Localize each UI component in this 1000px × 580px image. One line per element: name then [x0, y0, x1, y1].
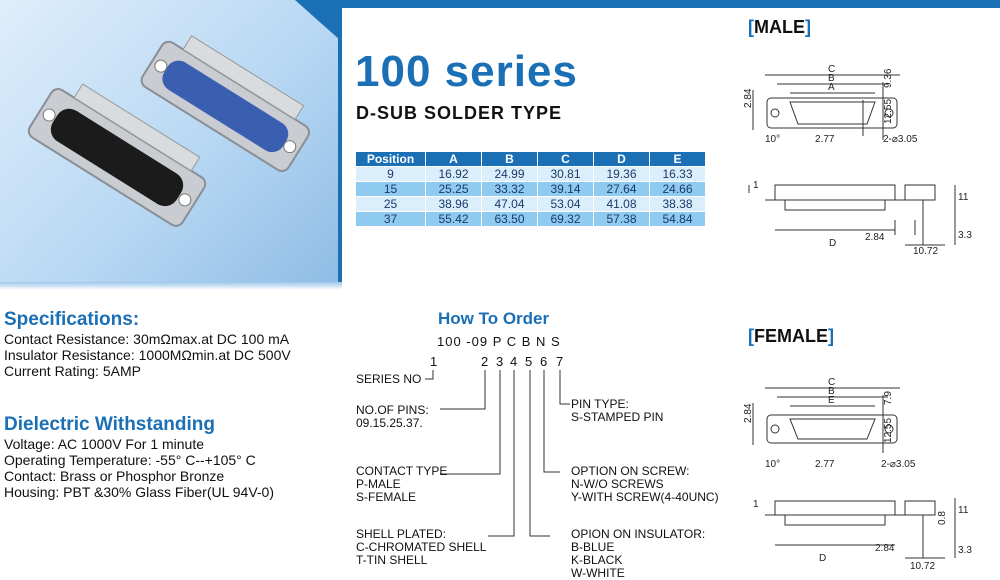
dim-1: 1 — [753, 180, 759, 191]
table-header-cell: C — [538, 152, 594, 167]
table-row — [356, 212, 706, 227]
dim-0-8: 0.8 — [937, 511, 948, 525]
table-row — [356, 167, 706, 182]
dim-12-55: 12.55 — [883, 98, 894, 124]
label-shell-tin: T-TIN SHELL — [356, 553, 428, 567]
bracket-right: ] — [805, 17, 811, 37]
female-heading — [748, 326, 834, 347]
label-contact-type-title: CONTACT TYPE — [356, 464, 448, 478]
table-row — [356, 197, 706, 212]
table-header-cell: A — [426, 152, 482, 167]
table-cell: 39.14 — [538, 182, 594, 197]
female-title: FEMALE — [754, 326, 828, 346]
table-header-cell: B — [482, 152, 538, 167]
order-digit: 5 — [525, 354, 533, 369]
dielectric-line: Voltage: AC 1000V For 1 minute — [4, 436, 205, 452]
table-cell: 37 — [356, 212, 426, 227]
table-cell: 53.04 — [538, 197, 594, 212]
male-title: MALE — [754, 17, 805, 37]
dielectric-line: Contact: Brass or Phosphor Bronze — [4, 468, 225, 484]
table-cell: 24.99 — [482, 167, 538, 182]
dim-11: 11 — [958, 192, 969, 203]
label-shell-chromated: C-CHROMATED SHELL — [356, 540, 487, 554]
product-photo — [0, 0, 342, 282]
dim-11: 11 — [958, 505, 969, 516]
dim-9-36: 9.36 — [883, 68, 894, 88]
female-drawing — [745, 373, 995, 573]
dim-1: 1 — [753, 499, 759, 510]
dim-3-3: 3.3 — [958, 230, 972, 241]
table-cell: 54.84 — [650, 212, 706, 227]
dim-2-84-side: 2.84 — [875, 543, 895, 554]
table-header-cell: Position — [356, 152, 426, 167]
bracket-left: [ — [748, 326, 754, 346]
dim-hole: 2-⌀3.05 — [883, 134, 918, 145]
dim-b: B — [828, 73, 835, 84]
order-digit: 6 — [540, 354, 548, 369]
table-cell: 63.50 — [482, 212, 538, 227]
specifications-title: Specifications: — [4, 309, 140, 330]
order-code: 100 -09 P C B N S — [437, 334, 561, 349]
table-cell: 55.42 — [426, 212, 482, 227]
table-cell: 30.81 — [538, 167, 594, 182]
dim-d: D — [829, 238, 837, 249]
series-title: 100 series — [355, 47, 578, 96]
dim-b: B — [828, 386, 835, 397]
dim-12-55: 12.55 — [883, 417, 894, 443]
dim-2-77: 2.77 — [815, 134, 835, 145]
table-cell: 16.33 — [650, 167, 706, 182]
dim-10-72: 10.72 — [910, 561, 936, 572]
order-digit: 4 — [510, 354, 518, 369]
table-cell: 41.08 — [594, 197, 650, 212]
table-cell: 19.36 — [594, 167, 650, 182]
table-row — [356, 182, 706, 197]
dielectric-line: Housing: PBT &30% Glass Fiber(UL 94V-0) — [4, 484, 275, 500]
dim-d: D — [819, 553, 827, 564]
table-cell: 38.96 — [426, 197, 482, 212]
male-heading — [748, 17, 811, 38]
male-drawing — [745, 60, 995, 260]
label-no-of-pins-title: NO.OF PINS: — [356, 403, 429, 417]
series-subtitle: D-SUB SOLDER TYPE — [356, 103, 563, 123]
label-insulator-white: W-WHITE — [571, 566, 625, 580]
label-insulator-title: OPION ON INSULATOR: — [571, 527, 706, 541]
dim-angle: 10° — [765, 459, 781, 470]
bracket-left: [ — [748, 17, 754, 37]
label-contact-type-female: S-FEMALE — [356, 490, 417, 504]
table-cell: 15 — [356, 182, 426, 197]
dielectric-title: Dielectric Withstanding — [4, 414, 215, 435]
table-cell: 47.04 — [482, 197, 538, 212]
table-header-row — [356, 152, 706, 167]
table-cell: 25 — [356, 197, 426, 212]
how-to-order-title: How To Order — [438, 309, 550, 328]
photo-shadow — [0, 282, 342, 290]
order-digit: 1 — [430, 354, 438, 369]
table-header-cell: E — [650, 152, 706, 167]
table-cell: 27.64 — [594, 182, 650, 197]
dim-10-72: 10.72 — [913, 246, 939, 257]
label-pin-type-title: PIN TYPE: — [571, 397, 629, 411]
table-cell: 38.38 — [650, 197, 706, 212]
label-option-screw-yes: Y-WITH SCREW(4-40UNC) — [571, 490, 719, 504]
table-cell: 69.32 — [538, 212, 594, 227]
label-no-of-pins-value: 09.15.25.37. — [356, 416, 423, 430]
table-cell: 33.32 — [482, 182, 538, 197]
table-cell: 16.92 — [426, 167, 482, 182]
label-option-screw-title: OPTION ON SCREW: — [571, 464, 690, 478]
bracket-right: ] — [828, 326, 834, 346]
label-pin-type-stamped: S-STAMPED PIN — [571, 410, 664, 424]
label-shell-plated-title: SHELL PLATED: — [356, 527, 447, 541]
spec-line: Insulator Resistance: 1000MΩmin.at DC 500V — [4, 347, 291, 363]
dim-c: C — [828, 377, 836, 388]
table-cell: 9 — [356, 167, 426, 182]
order-digit: 7 — [556, 354, 564, 369]
dim-7-9: 7.9 — [883, 391, 894, 405]
table-cell: 57.38 — [594, 212, 650, 227]
label-series-no: SERIES NO — [356, 372, 422, 386]
dim-hole: 2-⌀3.05 — [881, 459, 916, 470]
connector-photo-illustration — [0, 0, 338, 282]
label-contact-type-male: P-MALE — [356, 477, 401, 491]
table-cell: 25.25 — [426, 182, 482, 197]
dim-2-84: 2.84 — [743, 403, 754, 423]
label-insulator-blue: B-BLUE — [571, 540, 615, 554]
dim-angle: 10° — [765, 134, 781, 145]
dim-2-84-side: 2.84 — [865, 232, 885, 243]
order-digit: 3 — [496, 354, 504, 369]
label-insulator-black: K-BLACK — [571, 553, 623, 567]
table-cell: 24.66 — [650, 182, 706, 197]
dim-e: E — [828, 395, 835, 406]
spec-line: Contact Resistance: 30mΩmax.at DC 100 mA — [4, 331, 290, 347]
order-digit: 2 — [481, 354, 489, 369]
dimensions-table — [355, 151, 706, 227]
dim-3-3: 3.3 — [958, 545, 972, 556]
dim-2-77: 2.77 — [815, 459, 835, 470]
dim-a: A — [828, 82, 835, 93]
top-accent-bar — [342, 0, 1000, 8]
order-leader-lines — [420, 368, 580, 543]
dim-2-84: 2.84 — [743, 88, 754, 108]
spec-line: Current Rating: 5AMP — [4, 363, 141, 379]
dielectric-line: Operating Temperature: -55° C--+105° C — [4, 452, 256, 468]
label-option-screw-no: N-W/O SCREWS — [571, 477, 664, 491]
dim-c: C — [828, 64, 836, 75]
table-header-cell: D — [594, 152, 650, 167]
